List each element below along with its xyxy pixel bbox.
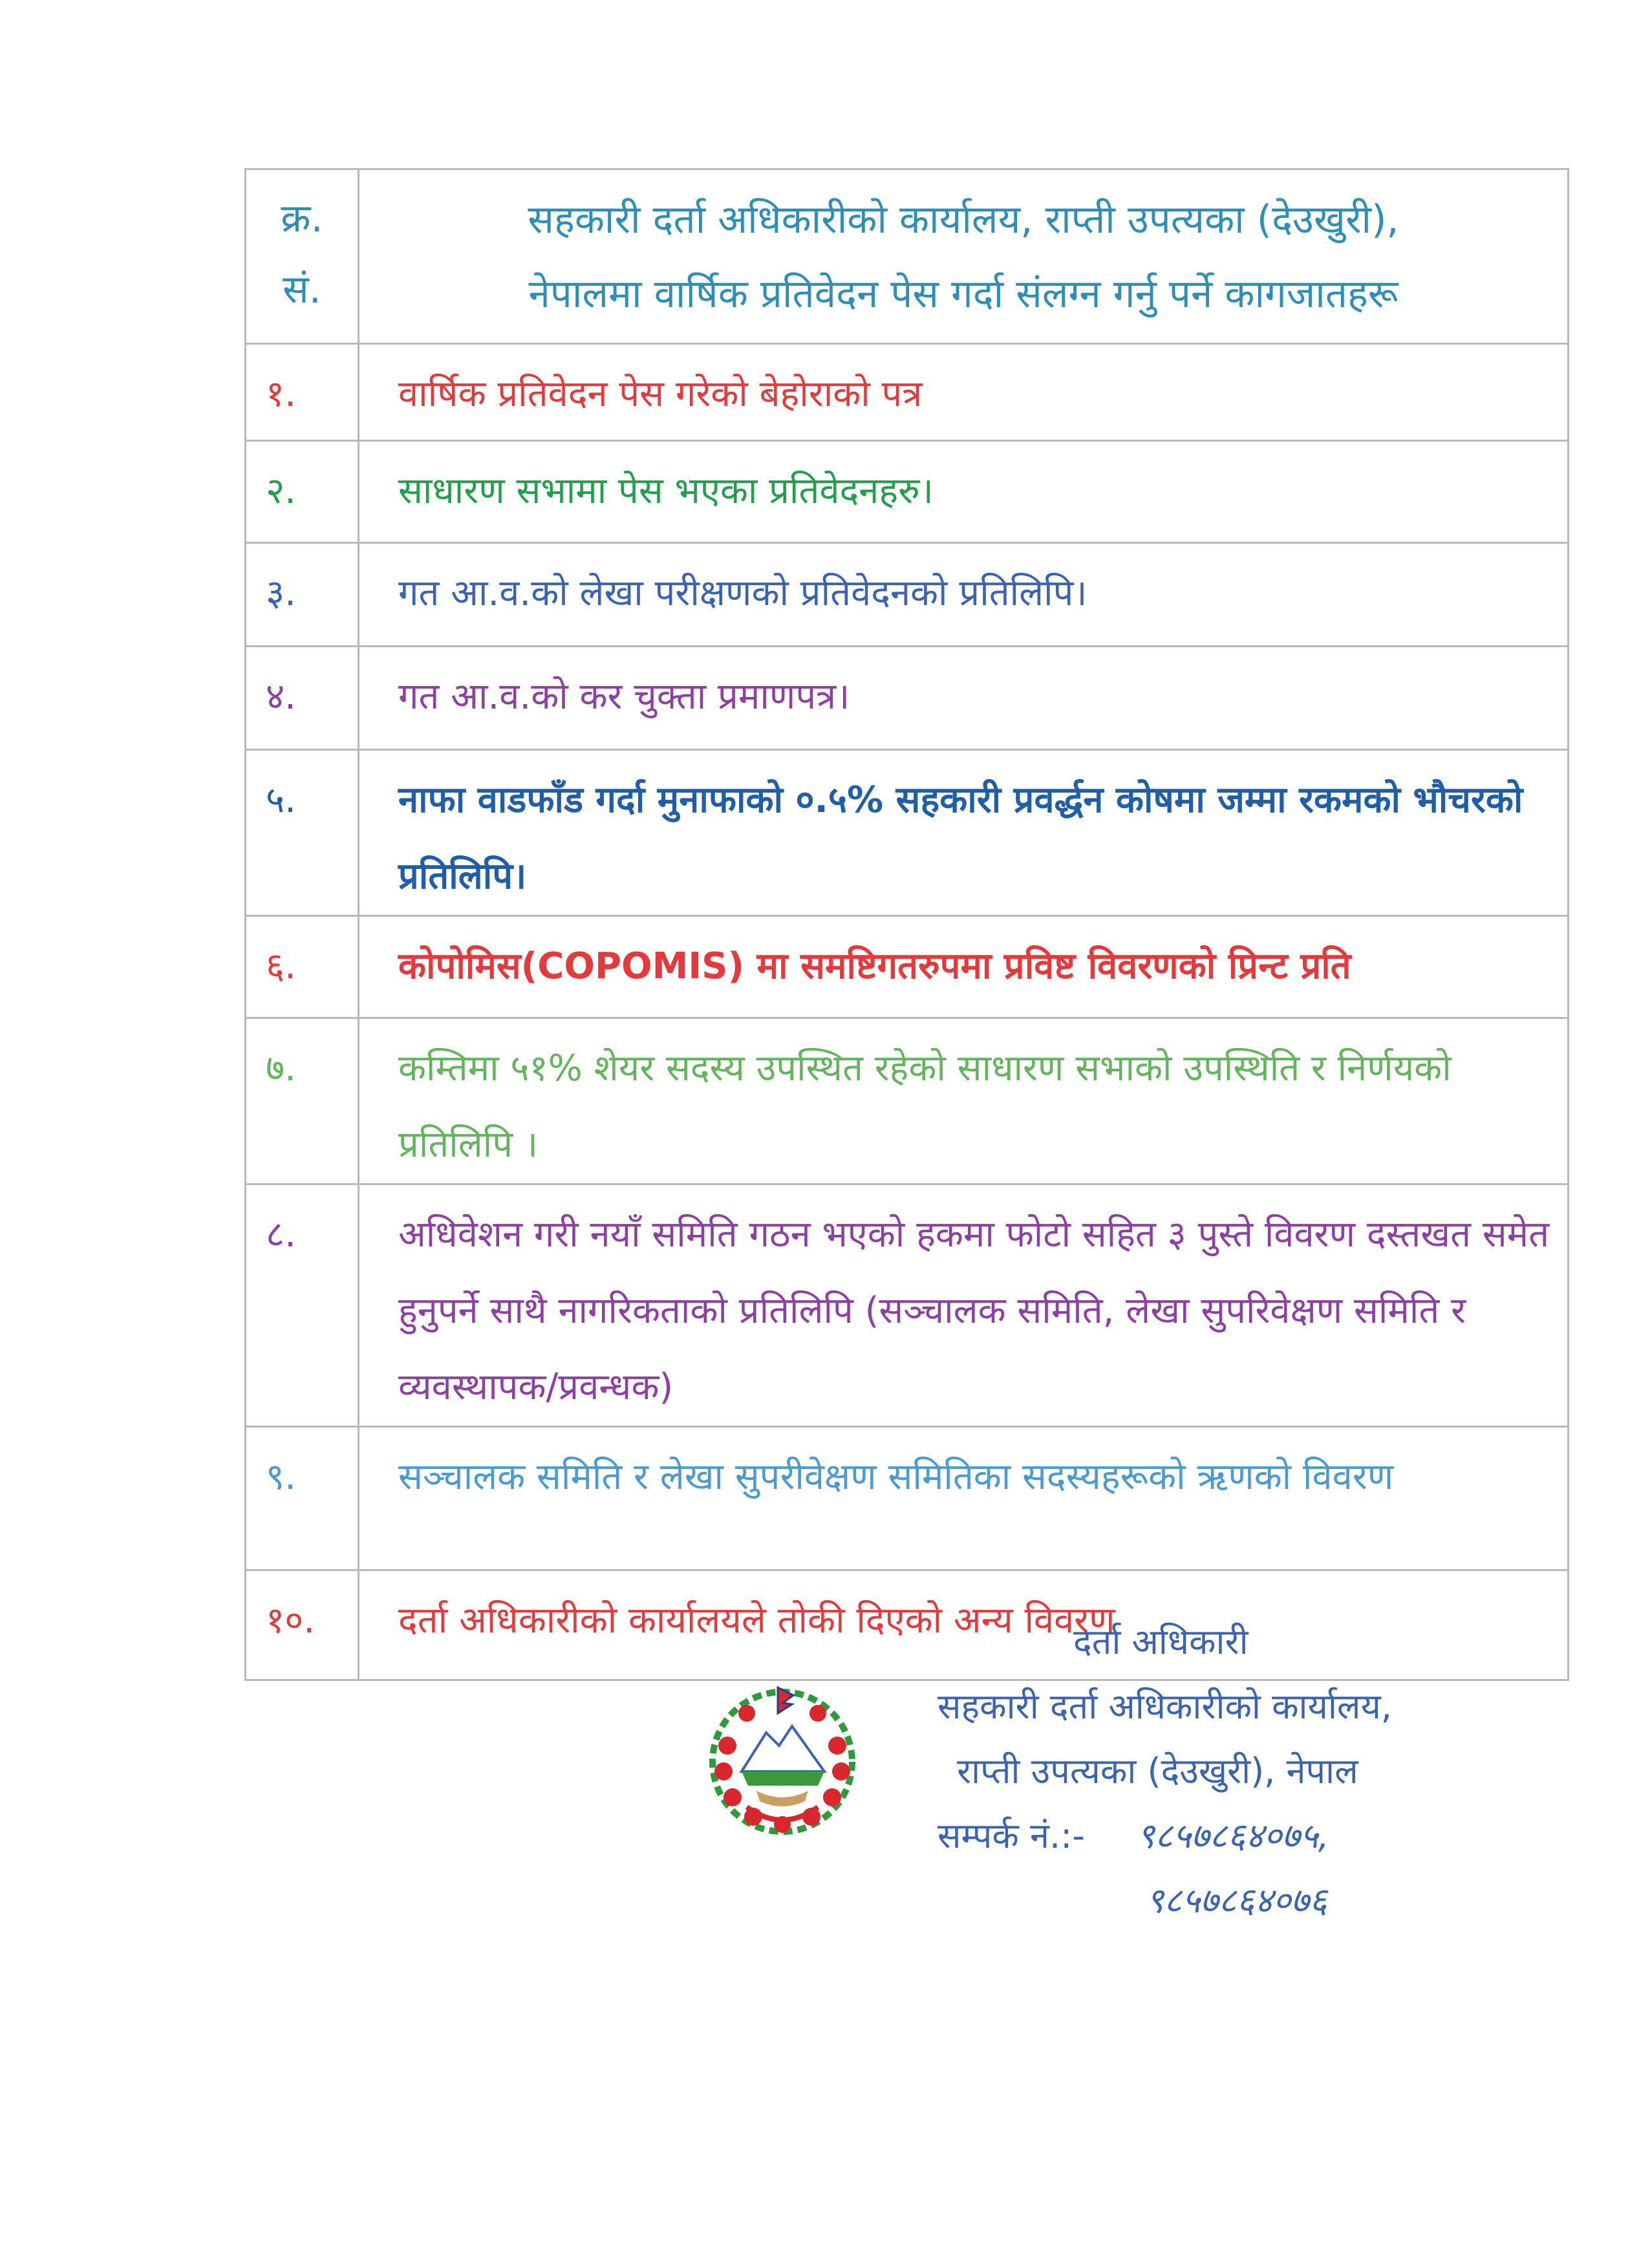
row-text: साधारण सभामा पेस भएका प्रतिवेदनहरु। (359, 441, 1569, 543)
signatory-title: दर्ता अधिकारी (1073, 1621, 1248, 1662)
table-row (246, 916, 1569, 1018)
table-row (246, 1427, 1569, 1570)
row-number: ८. (246, 1184, 359, 1427)
row-text: वार्षिक प्रतिवेदन पेस गरेको बेहोराको पत्र (359, 344, 1569, 441)
table-row (246, 1184, 1569, 1427)
row-number: १. (246, 344, 359, 441)
row-number: १०. (246, 1570, 359, 1680)
row-text: कम्तिमा ५१% शेयर सदस्य उपस्थित रहेको साधारण सभाको उपस्थिति र निर्णयको प्रतिलिपि । (359, 1018, 1569, 1184)
table-header-row (246, 169, 1569, 344)
row-text: कोपोमिस(COPOMIS) मा समष्टिगतरुपमा प्रविष्ट विवरणको प्रिन्ट प्रति (359, 916, 1569, 1018)
table-row (246, 647, 1569, 750)
row-number: ३. (246, 543, 359, 647)
nepal-government-emblem-icon (702, 1674, 863, 1843)
office-address: राप्ती उपत्यका (देउखुरी), नेपाल (957, 1751, 1358, 1792)
signature-block (905, 1610, 1552, 1933)
table-row (246, 344, 1569, 441)
table-row (246, 543, 1569, 647)
office-name: सहकारी दर्ता अधिकारीको कार्यालय, (938, 1686, 1392, 1727)
phone-number-1: ९८५७८६४०७५, (1136, 1815, 1329, 1856)
table-row (246, 441, 1569, 543)
serial-header-line1: क्र. (281, 196, 323, 241)
phone-number-2: ९८५७८६४०७६ (1146, 1880, 1327, 1921)
table-title-line2: नेपालमा वार्षिक प्रतिवेदन पेस गर्दा संलग्न गर्नु पर्ने कागजातहरू (528, 272, 1398, 317)
row-text: दर्ता अधिकारीको कार्यालयले तोकी दिएको अन्य विवरण (359, 1570, 1569, 1680)
row-number: ६. (246, 916, 359, 1018)
serial-header-line2: सं. (283, 267, 321, 312)
table-title (359, 169, 1569, 344)
row-text: गत आ.व.को कर चुक्ता प्रमाणपत्र। (359, 647, 1569, 750)
contact-label: सम्पर्क नं.:- (938, 1815, 1085, 1856)
row-text: गत आ.व.को लेखा परीक्षणको प्रतिवेदनको प्रतिलिपि। (359, 543, 1569, 647)
requirements-table (244, 168, 1569, 1681)
row-number: ७. (246, 1018, 359, 1184)
table-title-line1: सहकारी दर्ता अधिकारीको कार्यालय, राप्ती उपत्यका (देउखुरी), (528, 197, 1399, 242)
row-number: २. (246, 441, 359, 543)
row-number: ४. (246, 647, 359, 750)
contact-line (905, 1804, 1552, 1868)
row-text: सञ्चालक समिति र लेखा सुपरीवेक्षण समितिका सदस्यहरूको ऋणको विवरण (359, 1427, 1569, 1570)
table-row (246, 1018, 1569, 1184)
row-text: अधिवेशन गरी नयाँ समिति गठन भएको हकमा फोटो सहित ३ पुस्ते विवरण दस्तखत समेत हुनुपर्ने साथै नागरिकताको प्रतिलिपि (सञ्चालक समिति, लेखा सुपरिवेक्षण समिति र व्यवस्थापक/प्रवन्धक) (359, 1184, 1569, 1427)
serial-header (246, 169, 359, 344)
table-row (246, 750, 1569, 916)
row-number: ९. (246, 1427, 359, 1570)
row-number: ५. (246, 750, 359, 916)
row-text: नाफा वाडफाँड गर्दा मुनाफाको ०.५% सहकारी प्रवर्द्धन कोषमा जम्मा रकमको भौचरको प्रतिलिपि। (359, 750, 1569, 916)
